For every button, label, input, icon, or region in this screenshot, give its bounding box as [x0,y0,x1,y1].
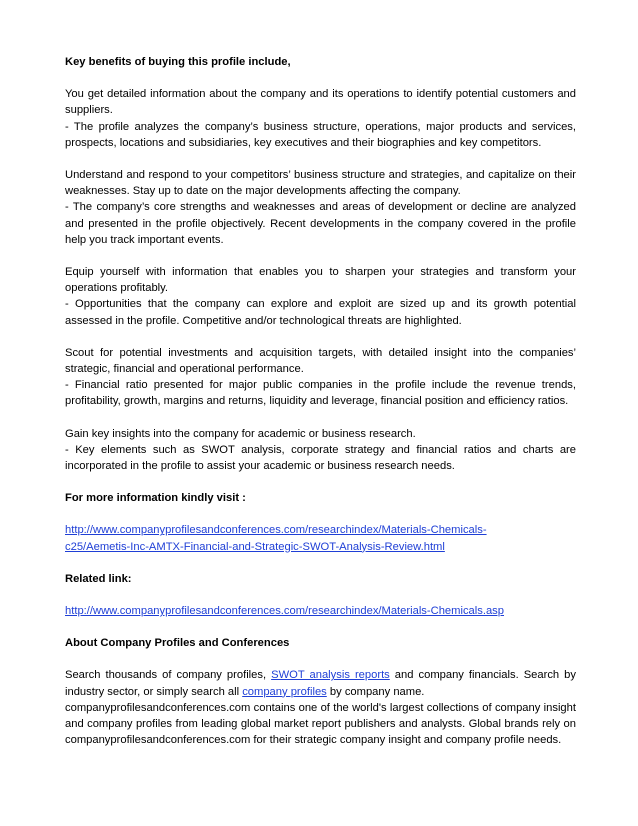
benefit-section-2 [65,167,576,248]
more-info-label: For more information kindly visit : [65,492,246,505]
document-page [65,54,576,749]
swot-reports-link[interactable]: SWOT analysis reports [271,669,390,682]
benefit-intro: Equip yourself with information that enables you to sharpen your strategies and transform your operations profitably. [65,266,576,295]
about-text-a: Search thousands of company profiles, [65,669,272,682]
related-link[interactable]: http://www.companyprofilesandconferences.com/researchindex/Materials-Chemicals.asp [65,605,504,618]
benefit-detail: - Financial ratio presented for major public companies in the profile include the revenue trends, profitability, growth, margins and returns, liquidity and leverage, financial position and efficiency ratios. [65,379,576,408]
more-info-link-line1: http://www.companyprofilesandconferences.com/researchindex/Materials-Chemicals- [65,524,487,537]
company-profiles-link[interactable]: company profiles [242,685,327,698]
about-text-c: by company name. [326,685,425,698]
more-info-link[interactable] [65,524,487,552]
benefit-intro: Gain key insights into the company for academic or business research. [65,427,416,440]
related-link-paragraph [65,603,576,619]
benefit-section-4 [65,345,576,410]
benefit-detail: - Key elements such as SWOT analysis, corporate strategy and financial ratios and charts are incorporated in the profile to assist your academic or business research needs. [65,443,576,473]
benefit-section-1 [65,86,576,151]
more-info-link-line2: c25/Aemetis-Inc-AMTX-Financial-and-Strategic-SWOT-Analysis-Review.html [65,540,445,553]
benefit-detail: - The company’s core strengths and weaknesses and areas of development or decline are analyzed and presented in the profile objectively. Recent developments in the company covered in the profile help you track important events. [65,201,576,246]
benefit-section-5 [65,426,576,475]
benefit-detail: - The profile analyzes the company’s business structure, operations, major products and services, prospects, locations and subsidiaries, key executives and their biographies and key competitors. [65,120,576,149]
related-link-label: Related link: [65,572,132,585]
about-heading: About Company Profiles and Conferences [65,637,290,650]
benefit-intro: Scout for potential investments and acquisition targets, with detailed insight into the companies’ strategic, financial and operational performance. [65,346,576,376]
more-info-link-paragraph [65,522,576,554]
about-text-b: and company financials. Search by industry sector, or simply search all [65,669,576,698]
benefit-detail: - Opportunities that the company can explore and exploit are sized up and its growth potential assessed in the profile. Competitive and/or technological threats are highlighted. [65,298,576,327]
about-paragraph [65,667,576,748]
benefit-intro: You get detailed information about the company and its operations to identify potential customers and suppliers. [65,88,576,117]
benefit-intro: Understand and respond to your competitors’ business structure and strategies, and capitalize on their weaknesses. Stay up to date on the major developments affecting the company. [65,169,576,198]
benefit-section-3 [65,264,576,329]
about-text-d: companyprofilesandconferences.com contains one of the world's largest collections of company insight and company profiles from leading global market report publishers and analysts. Global brands rely on companyprofilesandconferences.com for their strategic company insight and company profile needs. [65,701,576,747]
benefits-heading: Key benefits of buying this profile include, [65,56,291,68]
